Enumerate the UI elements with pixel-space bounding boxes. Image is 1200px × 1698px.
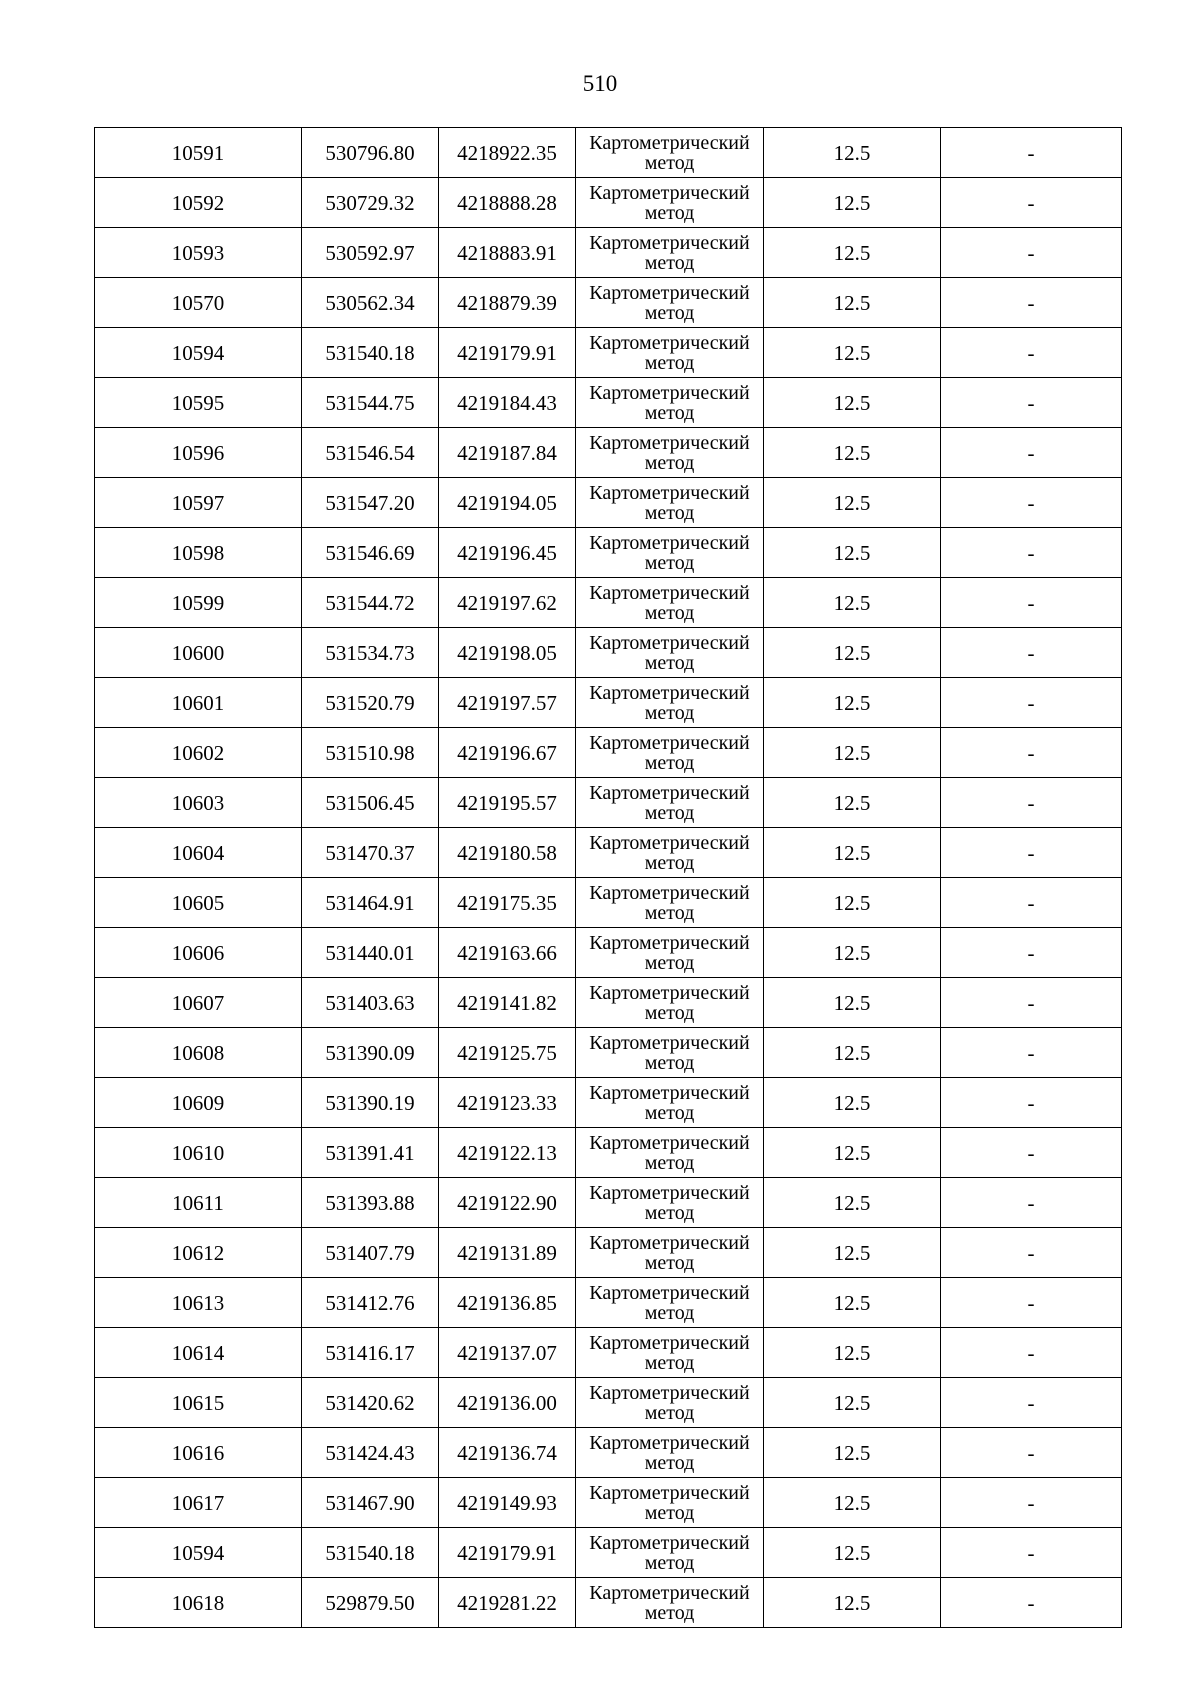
table-row — [95, 378, 1122, 428]
x-coordinate-cell: 531544.75 — [302, 378, 439, 428]
table-row — [95, 1178, 1122, 1228]
point-id-cell: 10605 — [95, 878, 302, 928]
x-coordinate-cell: 531547.20 — [302, 478, 439, 528]
point-id-cell: 10592 — [95, 178, 302, 228]
method-cell — [576, 978, 764, 1028]
table-row — [95, 878, 1122, 928]
y-coordinate-cell: 4219123.33 — [439, 1078, 576, 1128]
method-line-1: Картометрический — [589, 1031, 750, 1054]
x-coordinate-cell: 530592.97 — [302, 228, 439, 278]
accuracy-cell: 12.5 — [764, 628, 941, 678]
accuracy-cell: 12.5 — [764, 728, 941, 778]
y-coordinate-cell: 4218922.35 — [439, 128, 576, 178]
accuracy-cell: 12.5 — [764, 978, 941, 1028]
y-coordinate-cell: 4219131.89 — [439, 1228, 576, 1278]
point-id-cell: 10594 — [95, 328, 302, 378]
accuracy-cell: 12.5 — [764, 1378, 941, 1428]
method-line-2: метод — [644, 1401, 695, 1424]
table-row — [95, 278, 1122, 328]
note-cell: - — [941, 228, 1122, 278]
note-cell: - — [941, 1578, 1122, 1628]
x-coordinate-cell: 530796.80 — [302, 128, 439, 178]
method-cell — [576, 1228, 764, 1278]
note-cell: - — [941, 178, 1122, 228]
y-coordinate-cell: 4219194.05 — [439, 478, 576, 528]
method-line-1: Картометрический — [589, 1431, 750, 1454]
method-cell — [576, 1178, 764, 1228]
note-cell: - — [941, 828, 1122, 878]
point-id-cell: 10596 — [95, 428, 302, 478]
accuracy-cell: 12.5 — [764, 678, 941, 728]
table-row — [95, 1578, 1122, 1628]
method-cell — [576, 328, 764, 378]
point-id-cell: 10617 — [95, 1478, 302, 1528]
method-cell — [576, 628, 764, 678]
accuracy-cell: 12.5 — [764, 1528, 941, 1578]
note-cell: - — [941, 728, 1122, 778]
method-cell — [576, 578, 764, 628]
point-id-cell: 10598 — [95, 528, 302, 578]
point-id-cell: 10616 — [95, 1428, 302, 1478]
table-row — [95, 328, 1122, 378]
note-cell: - — [941, 528, 1122, 578]
note-cell: - — [941, 1378, 1122, 1428]
note-cell: - — [941, 1128, 1122, 1178]
x-coordinate-cell: 531416.17 — [302, 1328, 439, 1378]
accuracy-cell: 12.5 — [764, 1178, 941, 1228]
accuracy-cell: 12.5 — [764, 528, 941, 578]
method-line-1: Картометрический — [589, 181, 750, 204]
x-coordinate-cell: 531544.72 — [302, 578, 439, 628]
table-row — [95, 578, 1122, 628]
point-id-cell: 10612 — [95, 1228, 302, 1278]
method-cell — [576, 1128, 764, 1178]
table-row — [95, 228, 1122, 278]
table-row — [95, 1278, 1122, 1328]
table-row — [95, 728, 1122, 778]
method-line-2: метод — [644, 1251, 695, 1274]
method-line-2: метод — [644, 1301, 695, 1324]
method-line-2: метод — [644, 1101, 695, 1124]
x-coordinate-cell: 531391.41 — [302, 1128, 439, 1178]
method-cell — [576, 828, 764, 878]
method-line-2: метод — [644, 751, 695, 774]
page-number: 510 — [582, 71, 618, 96]
method-line-1: Картометрический — [589, 1531, 750, 1554]
note-cell: - — [941, 628, 1122, 678]
table-row — [95, 1078, 1122, 1128]
accuracy-cell: 12.5 — [764, 1478, 941, 1528]
method-line-2: метод — [644, 1051, 695, 1074]
coordinates-table — [94, 127, 1122, 1628]
method-cell — [576, 228, 764, 278]
method-cell — [576, 1528, 764, 1578]
method-line-1: Картометрический — [589, 531, 750, 554]
point-id-cell: 10610 — [95, 1128, 302, 1178]
table-row — [95, 1128, 1122, 1178]
table-row — [95, 1028, 1122, 1078]
method-line-1: Картометрический — [589, 1381, 750, 1404]
x-coordinate-cell: 531403.63 — [302, 978, 439, 1028]
point-id-cell: 10614 — [95, 1328, 302, 1378]
table-row — [95, 628, 1122, 678]
method-line-2: метод — [644, 351, 695, 374]
point-id-cell: 10603 — [95, 778, 302, 828]
accuracy-cell: 12.5 — [764, 1328, 941, 1378]
x-coordinate-cell: 531412.76 — [302, 1278, 439, 1328]
method-line-2: метод — [644, 1201, 695, 1224]
accuracy-cell: 12.5 — [764, 1278, 941, 1328]
method-line-2: метод — [644, 1551, 695, 1574]
method-line-1: Картометрический — [589, 631, 750, 654]
y-coordinate-cell: 4219137.07 — [439, 1328, 576, 1378]
point-id-cell: 10593 — [95, 228, 302, 278]
method-cell — [576, 1478, 764, 1528]
method-line-2: метод — [644, 551, 695, 574]
x-coordinate-cell: 531420.62 — [302, 1378, 439, 1428]
y-coordinate-cell: 4219281.22 — [439, 1578, 576, 1628]
y-coordinate-cell: 4219195.57 — [439, 778, 576, 828]
note-cell: - — [941, 1228, 1122, 1278]
method-line-2: метод — [644, 1451, 695, 1474]
point-id-cell: 10594 — [95, 1528, 302, 1578]
method-line-1: Картометрический — [589, 1331, 750, 1354]
accuracy-cell: 12.5 — [764, 1428, 941, 1478]
method-line-1: Картометрический — [589, 1231, 750, 1254]
table-row — [95, 1478, 1122, 1528]
point-id-cell: 10602 — [95, 728, 302, 778]
method-line-1: Картометрический — [589, 731, 750, 754]
x-coordinate-cell: 531424.43 — [302, 1428, 439, 1478]
point-id-cell: 10611 — [95, 1178, 302, 1228]
method-line-2: метод — [644, 251, 695, 274]
x-coordinate-cell: 531393.88 — [302, 1178, 439, 1228]
y-coordinate-cell: 4219136.00 — [439, 1378, 576, 1428]
table-row — [95, 1228, 1122, 1278]
y-coordinate-cell: 4219197.62 — [439, 578, 576, 628]
accuracy-cell: 12.5 — [764, 428, 941, 478]
table-row — [95, 928, 1122, 978]
method-line-2: метод — [644, 951, 695, 974]
method-cell — [576, 928, 764, 978]
y-coordinate-cell: 4219149.93 — [439, 1478, 576, 1528]
point-id-cell: 10613 — [95, 1278, 302, 1328]
method-cell — [576, 1278, 764, 1328]
table-row — [95, 1328, 1122, 1378]
y-coordinate-cell: 4219122.13 — [439, 1128, 576, 1178]
y-coordinate-cell: 4219198.05 — [439, 628, 576, 678]
x-coordinate-cell: 531546.54 — [302, 428, 439, 478]
point-id-cell: 10600 — [95, 628, 302, 678]
table-row — [95, 478, 1122, 528]
point-id-cell: 10607 — [95, 978, 302, 1028]
method-line-2: метод — [644, 1351, 695, 1374]
accuracy-cell: 12.5 — [764, 328, 941, 378]
accuracy-cell: 12.5 — [764, 828, 941, 878]
x-coordinate-cell: 531520.79 — [302, 678, 439, 728]
x-coordinate-cell: 531470.37 — [302, 828, 439, 878]
x-coordinate-cell: 531467.90 — [302, 1478, 439, 1528]
method-line-2: метод — [644, 1501, 695, 1524]
method-line-1: Картометрический — [589, 931, 750, 954]
y-coordinate-cell: 4219179.91 — [439, 328, 576, 378]
point-id-cell: 10570 — [95, 278, 302, 328]
y-coordinate-cell: 4219136.74 — [439, 1428, 576, 1478]
y-coordinate-cell: 4219175.35 — [439, 878, 576, 928]
table-row — [95, 978, 1122, 1028]
y-coordinate-cell: 4218888.28 — [439, 178, 576, 228]
method-line-2: метод — [644, 501, 695, 524]
method-line-1: Картометрический — [589, 281, 750, 304]
x-coordinate-cell: 531390.19 — [302, 1078, 439, 1128]
method-line-1: Картометрический — [589, 431, 750, 454]
method-line-1: Картометрический — [589, 1131, 750, 1154]
note-cell: - — [941, 1528, 1122, 1578]
method-line-2: метод — [644, 651, 695, 674]
method-line-1: Картометрический — [589, 1081, 750, 1104]
accuracy-cell: 12.5 — [764, 778, 941, 828]
x-coordinate-cell: 531390.09 — [302, 1028, 439, 1078]
method-line-1: Картометрический — [589, 331, 750, 354]
method-cell — [576, 678, 764, 728]
coordinates-table-body — [95, 128, 1122, 1628]
method-line-2: метод — [644, 801, 695, 824]
note-cell: - — [941, 1028, 1122, 1078]
method-cell — [576, 1578, 764, 1628]
note-cell: - — [941, 1278, 1122, 1328]
method-cell — [576, 878, 764, 928]
x-coordinate-cell: 531510.98 — [302, 728, 439, 778]
x-coordinate-cell: 531440.01 — [302, 928, 439, 978]
y-coordinate-cell: 4219196.45 — [439, 528, 576, 578]
method-cell — [576, 778, 764, 828]
accuracy-cell: 12.5 — [764, 1078, 941, 1128]
point-id-cell: 10604 — [95, 828, 302, 878]
method-cell — [576, 178, 764, 228]
x-coordinate-cell: 531534.73 — [302, 628, 439, 678]
point-id-cell: 10591 — [95, 128, 302, 178]
x-coordinate-cell: 531540.18 — [302, 1528, 439, 1578]
table-row — [95, 1378, 1122, 1428]
note-cell: - — [941, 378, 1122, 428]
accuracy-cell: 12.5 — [764, 228, 941, 278]
point-id-cell: 10608 — [95, 1028, 302, 1078]
y-coordinate-cell: 4219125.75 — [439, 1028, 576, 1078]
method-cell — [576, 278, 764, 328]
point-id-cell: 10618 — [95, 1578, 302, 1628]
method-line-2: метод — [644, 901, 695, 924]
table-row — [95, 828, 1122, 878]
note-cell: - — [941, 578, 1122, 628]
y-coordinate-cell: 4219141.82 — [439, 978, 576, 1028]
x-coordinate-cell: 529879.50 — [302, 1578, 439, 1628]
note-cell: - — [941, 328, 1122, 378]
y-coordinate-cell: 4219163.66 — [439, 928, 576, 978]
method-line-2: метод — [644, 601, 695, 624]
method-line-2: метод — [644, 151, 695, 174]
accuracy-cell: 12.5 — [764, 378, 941, 428]
y-coordinate-cell: 4219180.58 — [439, 828, 576, 878]
table-row — [95, 1428, 1122, 1478]
x-coordinate-cell: 530729.32 — [302, 178, 439, 228]
note-cell: - — [941, 1078, 1122, 1128]
method-line-1: Картометрический — [589, 781, 750, 804]
method-line-2: метод — [644, 201, 695, 224]
method-line-2: метод — [644, 851, 695, 874]
x-coordinate-cell: 531506.45 — [302, 778, 439, 828]
x-coordinate-cell: 531407.79 — [302, 1228, 439, 1278]
note-cell: - — [941, 478, 1122, 528]
method-line-2: метод — [644, 1151, 695, 1174]
accuracy-cell: 12.5 — [764, 1578, 941, 1628]
method-line-1: Картометрический — [589, 131, 750, 154]
point-id-cell: 10606 — [95, 928, 302, 978]
y-coordinate-cell: 4219122.90 — [439, 1178, 576, 1228]
note-cell: - — [941, 1328, 1122, 1378]
y-coordinate-cell: 4219136.85 — [439, 1278, 576, 1328]
y-coordinate-cell: 4219179.91 — [439, 1528, 576, 1578]
note-cell: - — [941, 1478, 1122, 1528]
x-coordinate-cell: 531464.91 — [302, 878, 439, 928]
accuracy-cell: 12.5 — [764, 1228, 941, 1278]
accuracy-cell: 12.5 — [764, 128, 941, 178]
accuracy-cell: 12.5 — [764, 1128, 941, 1178]
method-cell — [576, 428, 764, 478]
method-line-1: Картометрический — [589, 1481, 750, 1504]
y-coordinate-cell: 4219196.67 — [439, 728, 576, 778]
method-line-1: Картометрический — [589, 981, 750, 1004]
table-row — [95, 528, 1122, 578]
accuracy-cell: 12.5 — [764, 478, 941, 528]
accuracy-cell: 12.5 — [764, 178, 941, 228]
method-line-1: Картометрический — [589, 831, 750, 854]
method-line-2: метод — [644, 1601, 695, 1624]
method-cell — [576, 1328, 764, 1378]
method-cell — [576, 128, 764, 178]
method-cell — [576, 728, 764, 778]
note-cell: - — [941, 778, 1122, 828]
note-cell: - — [941, 1178, 1122, 1228]
method-line-2: метод — [644, 451, 695, 474]
x-coordinate-cell: 530562.34 — [302, 278, 439, 328]
method-line-2: метод — [644, 701, 695, 724]
method-line-1: Картометрический — [589, 581, 750, 604]
table-row — [95, 1528, 1122, 1578]
y-coordinate-cell: 4218883.91 — [439, 228, 576, 278]
x-coordinate-cell: 531546.69 — [302, 528, 439, 578]
y-coordinate-cell: 4219187.84 — [439, 428, 576, 478]
accuracy-cell: 12.5 — [764, 878, 941, 928]
method-line-2: метод — [644, 301, 695, 324]
table-row — [95, 678, 1122, 728]
accuracy-cell: 12.5 — [764, 1028, 941, 1078]
table-row — [95, 428, 1122, 478]
table-row — [95, 778, 1122, 828]
table-row — [95, 178, 1122, 228]
method-line-1: Картометрический — [589, 1181, 750, 1204]
method-cell — [576, 1378, 764, 1428]
y-coordinate-cell: 4219197.57 — [439, 678, 576, 728]
method-line-1: Картометрический — [589, 231, 750, 254]
method-line-1: Картометрический — [589, 1281, 750, 1304]
method-line-1: Картометрический — [589, 881, 750, 904]
method-cell — [576, 1428, 764, 1478]
method-cell — [576, 528, 764, 578]
point-id-cell: 10615 — [95, 1378, 302, 1428]
method-line-2: метод — [644, 401, 695, 424]
method-cell — [576, 1028, 764, 1078]
method-cell — [576, 478, 764, 528]
accuracy-cell: 12.5 — [764, 278, 941, 328]
method-cell — [576, 1078, 764, 1128]
note-cell: - — [941, 1428, 1122, 1478]
note-cell: - — [941, 928, 1122, 978]
note-cell: - — [941, 678, 1122, 728]
method-line-1: Картометрический — [589, 381, 750, 404]
table-row — [95, 128, 1122, 178]
x-coordinate-cell: 531540.18 — [302, 328, 439, 378]
point-id-cell: 10601 — [95, 678, 302, 728]
y-coordinate-cell: 4218879.39 — [439, 278, 576, 328]
method-line-1: Картометрический — [589, 481, 750, 504]
point-id-cell: 10597 — [95, 478, 302, 528]
method-line-2: метод — [644, 1001, 695, 1024]
method-line-1: Картометрический — [589, 681, 750, 704]
method-line-1: Картометрический — [589, 1581, 750, 1604]
note-cell: - — [941, 878, 1122, 928]
point-id-cell: 10595 — [95, 378, 302, 428]
note-cell: - — [941, 128, 1122, 178]
point-id-cell: 10599 — [95, 578, 302, 628]
note-cell: - — [941, 428, 1122, 478]
accuracy-cell: 12.5 — [764, 928, 941, 978]
method-cell — [576, 378, 764, 428]
accuracy-cell: 12.5 — [764, 578, 941, 628]
y-coordinate-cell: 4219184.43 — [439, 378, 576, 428]
note-cell: - — [941, 978, 1122, 1028]
note-cell: - — [941, 278, 1122, 328]
point-id-cell: 10609 — [95, 1078, 302, 1128]
